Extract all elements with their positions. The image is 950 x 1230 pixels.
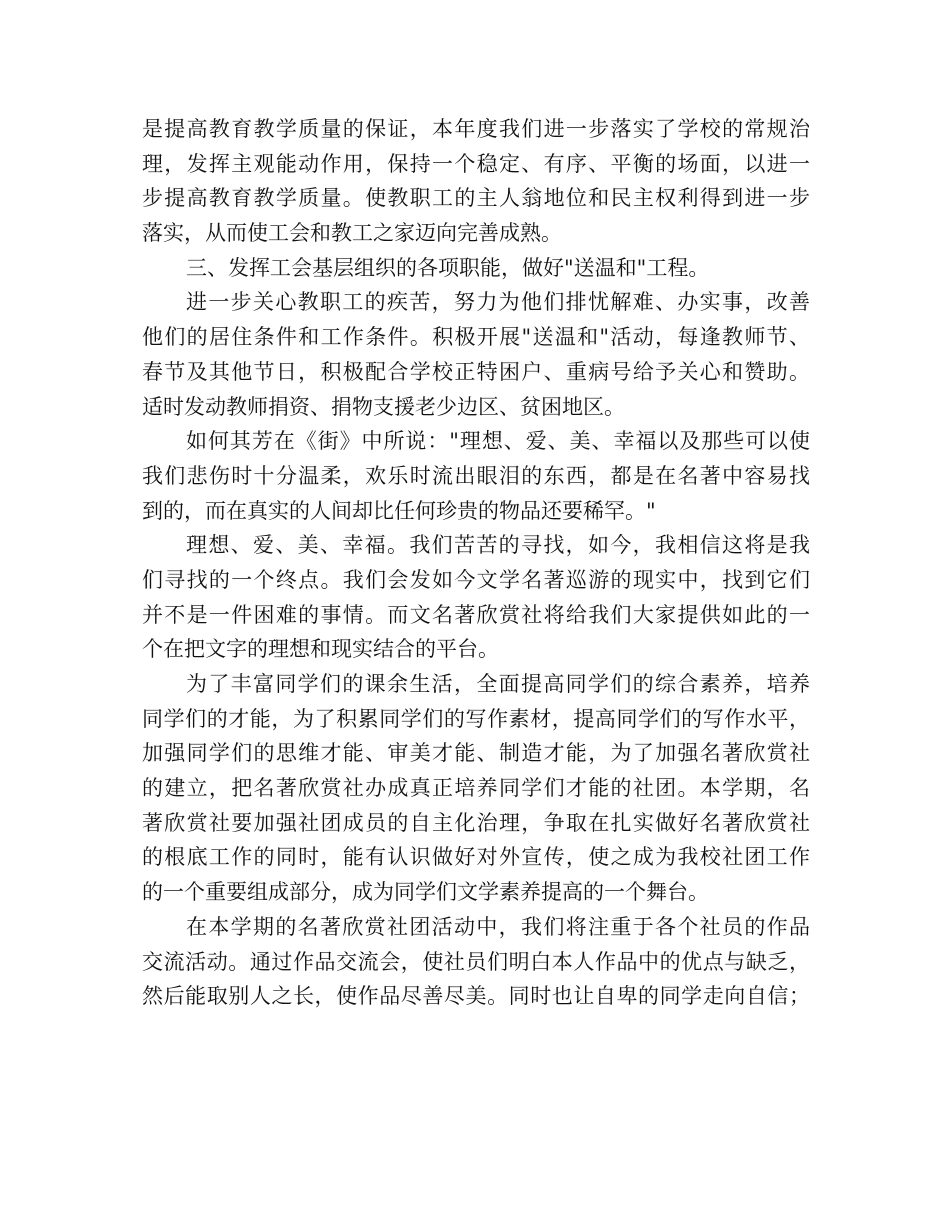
text-line: 他们的居住条件和工作条件。积极开展"送温和"活动，每逢教师节、 [142,325,810,350]
text-line: 是提高教育教学质量的保证，本年度我们进一步落实了学校的常规治 [142,117,810,141]
text-line: 加强同学们的思维才能、审美才能、制造才能，为了加强名著欣赏社 [142,741,810,766]
text-line: 们寻找的一个终点。我们会发如今文学名著巡游的现实中，找到它们 [142,567,810,592]
text-line: 为了丰富同学们的课余生活，全面提高同学们的综合素养，培养 [186,672,810,696]
text-line: 理，发挥主观能动作用，保持一个稳定、有序、平衡的场面，以进一 [142,151,810,176]
text-line: 然后能取别人之长，使作品尽善尽美。同时也让自卑的同学走向自信； [142,984,810,1009]
text-line: 的建立，把名著欣赏社办成真正培养同学们才能的社团。本学期，名 [142,776,810,801]
text-line: 进一步关心教职工的疾苦，努力为他们排忧解难、办实事，改善 [186,290,810,315]
text-line: 适时发动教师捐资、捐物支援老少边区、贫困地区。 [142,394,625,419]
text-line: 并不是一件困难的事情。而文名著欣赏社将给我们大家提供如此的一 [142,602,810,627]
text-line: 著欣赏社要加强社团成员的自主化治理，争取在扎实做好名著欣赏社 [142,810,810,835]
text-line: 同学们的才能，为了积累同学们的写作素材，提高同学们的写作水平， [142,706,810,731]
text-line: 步提高教育教学质量。使教职工的主人翁地位和民主权利得到进一步 [142,186,810,211]
text-line: 个在把文字的理想和现实结合的平台。 [142,637,499,662]
text-line: 三、发挥工会基层组织的各项职能，做好"送温和"工程。 [186,255,710,280]
text-line: 如何其芳在《街》中所说："理想、爱、美、幸福以及那些可以使 [186,429,810,454]
text-line: 交流活动。通过作品交流会，使社员们明白本人作品中的优点与缺乏， [142,949,810,974]
text-line: 春节及其他节日，积极配合学校正特困户、重病号给予关心和赞助。 [142,359,810,384]
text-line: 在本学期的名著欣赏社团活动中，我们将注重于各个社员的作品 [186,914,810,939]
text-line: 到的，而在真实的人间却比任何珍贵的物品还要稀罕。" [142,498,656,523]
text-line: 的一个重要组成部分，成为同学们文学素养提高的一个舞台。 [142,880,709,905]
text-line: 落实，从而使工会和教工之家迈向完善成熟。 [142,221,562,246]
text-line: 理想、爱、美、幸福。我们苦苦的寻找，如今，我相信这将是我 [186,533,810,558]
text-line: 的根底工作的同时，能有认识做好对外宣传，使之成为我校社团工作 [142,845,810,870]
document-body [142,112,810,1014]
text-line: 我们悲伤时十分温柔，欢乐时流出眼泪的东西，都是在名著中容易找 [142,463,810,488]
